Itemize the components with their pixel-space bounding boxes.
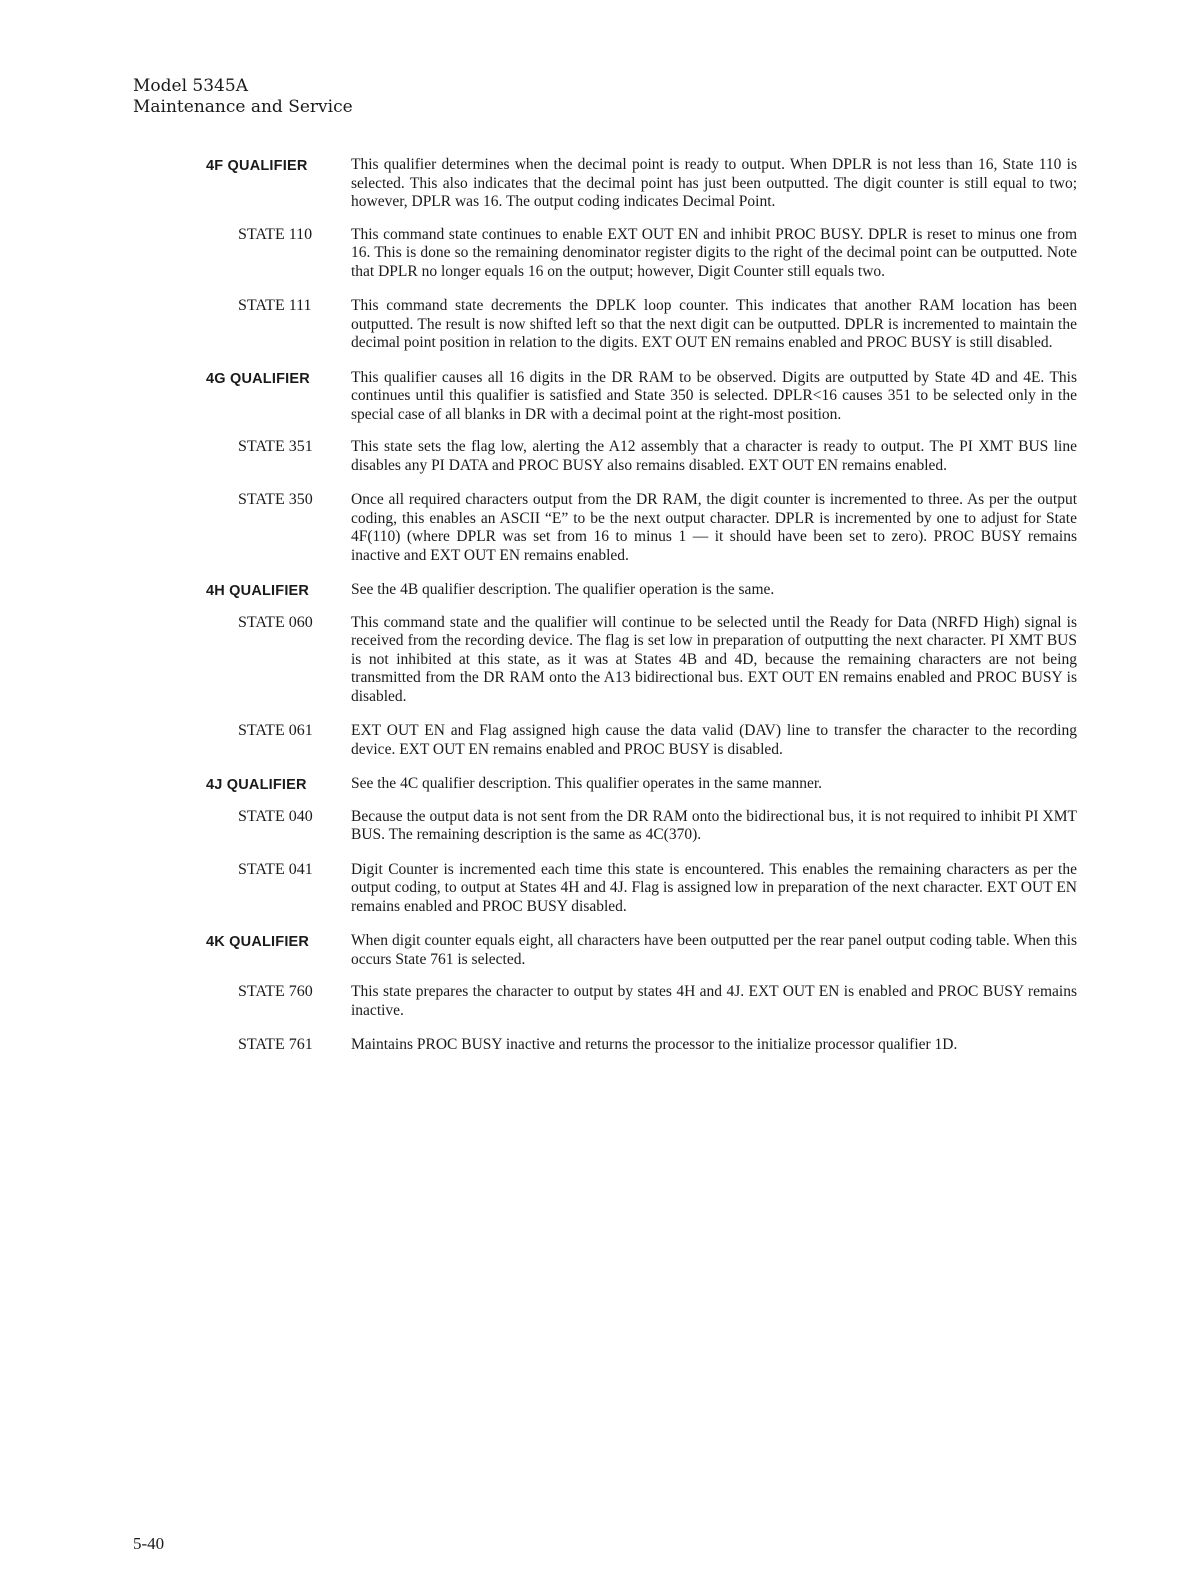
state-label: STATE 111 (238, 297, 312, 314)
qualifier-4j (0, 775, 1204, 794)
state-060 (0, 614, 1204, 707)
state-label: STATE 040 (238, 807, 313, 825)
qualifier-4f (0, 156, 1204, 212)
state-description: Once all required characters output from the DR RAM, the digit counter is incremented to three. As per the output coding, this enables an ASCII “E” to be the next output character. DPLR is incremented by one to adjust for State 4F(110) (where DPLR was set from 16 to minus 1 — it should have been set to zero). PROC BUSY remains inactive and EXT OUT EN remains enabled. (351, 491, 1077, 564)
state-description: Maintains PROC BUSY inactive and returns the processor to the initialize processor qualifier 1D. (351, 1036, 958, 1053)
model-title: Model 5345A (133, 76, 248, 96)
page-header (133, 76, 353, 118)
state-110 (0, 226, 1204, 282)
state-label: STATE 041 (238, 860, 313, 878)
state-label: STATE 351 (238, 438, 313, 455)
state-description: This state sets the flag low, alerting the A12 assembly that a character is ready to output. The PI XMT BUS line disables any PI DATA and PROC BUSY also remains disabled. EXT OUT EN remains enabled. (351, 438, 1077, 474)
state-label: STATE 761 (238, 1036, 313, 1053)
qualifier-label: 4K QUALIFIER (206, 934, 310, 950)
qualifier-description: When digit counter equals eight, all characters have been outputted per the rear panel output coding table. When this occurs State 761 is selected. (351, 932, 1077, 968)
state-description: This state prepares the character to output by states 4H and 4J. EXT OUT EN is enabled and PROC BUSY remains inactive. (351, 983, 1077, 1019)
qualifier-description: See the 4B qualifier description. The qualifier operation is the same. (351, 581, 775, 598)
qualifier-4g (0, 369, 1204, 425)
page-number: 5-40 (133, 1534, 165, 1553)
state-label: STATE 110 (238, 225, 313, 243)
qualifier-description: See the 4C qualifier description. This qualifier operates in the same manner. (351, 775, 823, 792)
state-760 (0, 983, 1204, 1020)
state-061 (0, 722, 1204, 759)
state-111 (0, 297, 1204, 353)
state-description: EXT OUT EN and Flag assigned high cause the data valid (DAV) line to transfer the character to the recording device. EXT OUT EN remains enabled and PROC BUSY is disabled. (351, 722, 1077, 758)
state-description: This command state and the qualifier will continue to be selected until the Ready for Data (NRFD High) signal is received from the recording device. The flag is set low in preparation of outputting the next character. PI XMT BUS is not inhibited at this state, as it was at States 4B and 4D, because the remaining characters are not being transmitted from the DR RAM onto the A13 bidirectional bus. EXT OUT EN remains enabled and PROC BUSY is disabled. (351, 613, 1077, 705)
section-title: Maintenance and Service (133, 97, 353, 117)
state-description: This command state continues to enable EXT OUT EN and inhibit PROC BUSY. DPLR is reset to minus one from 16. This is done so the remaining denominator register digits to the right of the decimal point can be outputted. Note that DPLR no longer equals 16 on the output; however, Digit Counter still equals two. (351, 225, 1077, 280)
state-description: Digit Counter is incremented each time this state is encountered. This enables the remaining characters as per the output coding, to output at States 4H and 4J. Flag is assigned low in preparation of the next character. EXT OUT EN remains enabled and PROC BUSY disabled. (351, 860, 1077, 915)
qualifier-description: This qualifier causes all 16 digits in the DR RAM to be observed. Digits are outputted by State 4D and 4E. This continues until this qualifier is satisfied and State 350 is selected. DPLR<16 causes 351 to be selected only in the special case of all blanks in DR with a decimal point at the right-most position. (351, 368, 1077, 423)
qualifier-label: 4G QUALIFIER (206, 370, 310, 387)
state-351 (0, 438, 1204, 475)
state-350 (0, 491, 1204, 565)
state-description: Because the output data is not sent from the DR RAM onto the bidirectional bus, it is not required to inhibit PI XMT BUS. The remaining description is the same as 4C(370). (351, 807, 1077, 843)
qualifier-label: 4J QUALIFIER (206, 777, 307, 793)
state-label: STATE 061 (238, 722, 313, 739)
qualifier-4k (0, 932, 1204, 969)
state-label: STATE 760 (238, 983, 313, 1000)
state-761 (0, 1036, 1204, 1055)
state-label: STATE 060 (238, 613, 313, 631)
state-040 (0, 808, 1204, 845)
qualifier-4h (0, 581, 1204, 600)
state-label: STATE 350 (238, 491, 313, 508)
qualifier-label: 4F QUALIFIER (206, 158, 308, 174)
qualifier-label: 4H QUALIFIER (206, 583, 310, 599)
state-041 (0, 861, 1204, 917)
state-description: This command state decrements the DPLK loop counter. This indicates that another RAM location has been outputted. The result is now shifted left so that the next digit can be outputted. DPLR is incremented to maintain the decimal point position in relation to the digits. EXT OUT EN remains enabled and PROC BUSY is still disabled. (351, 297, 1077, 351)
qualifier-description: This qualifier determines when the decimal point is ready to output. When DPLR is not less than 16, State 110 is selected. This also indicates that the decimal point has just been outputted. The digit counter is still equal to two; however, DPLR was 16. The output coding indicates Decimal Point. (351, 156, 1077, 210)
content (0, 156, 1204, 1071)
